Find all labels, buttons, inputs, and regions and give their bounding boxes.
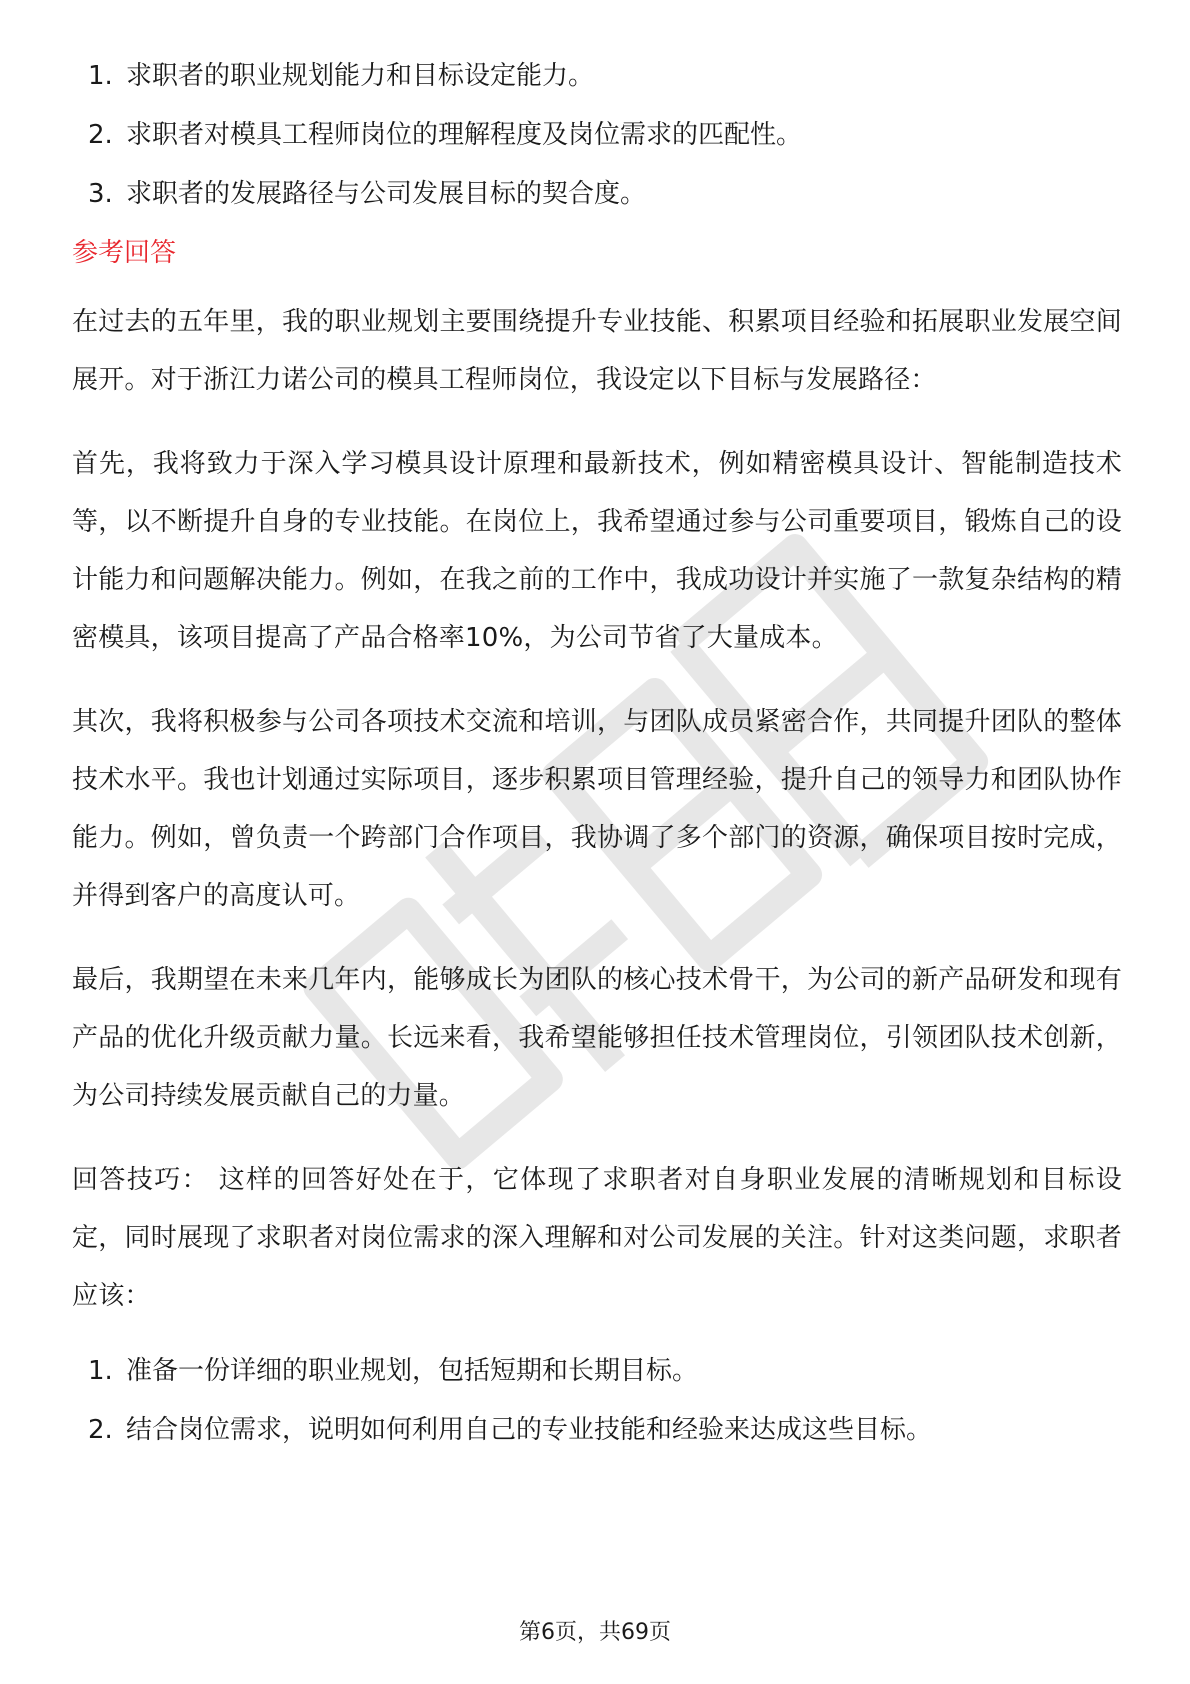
list-number: 2. [88, 1415, 113, 1445]
list-number: 3. [88, 179, 113, 209]
list-number: 1. [88, 1356, 113, 1386]
list-item [72, 115, 1122, 155]
list-text: 准备一份详细的职业规划，包括短期和长期目标。 [126, 1356, 699, 1386]
list-item [72, 1410, 1122, 1450]
paragraph-first: 首先，我将致力于深入学习模具设计原理和最新技术，例如精密模具设计、智能制造技术等，以不断提升自身的专业技能。在岗位上，我希望通过参与公司重要项目，锻炼自己的设计能力和问题解决能力。例如，在我之前的工作中，我成功设计并实施了一款复杂结构的精密模具，该项目提高了产品合格率10%，为公司节省了大量成本。 [72, 449, 1122, 653]
paragraph-second: 其次，我将积极参与公司各项技术交流和培训，与团队成员紧密合作，共同提升团队的整体技术水平。我也计划通过实际项目，逐步积累项目管理经验，提升自己的领导力和团队协作能力。例如，曾负责一个跨部门合作项目，我协调了多个部门的资源，确保项目按时完成，并得到客户的高度认可。 [72, 707, 1122, 911]
answer-heading: 参考回答 [72, 238, 177, 268]
list-item [72, 174, 1122, 214]
list-text: 结合岗位需求，说明如何利用自己的专业技能和经验来达成这些目标。 [126, 1415, 933, 1445]
list-number: 1. [88, 61, 113, 91]
paragraph-intro: 在过去的五年里，我的职业规划主要围绕提升专业技能、积累项目经验和拓展职业发展空间展开。对于浙江力诺公司的模具工程师岗位，我设定以下目标与发展路径： [72, 307, 1122, 395]
page-number-footer: 第6页，共69页 [519, 1620, 671, 1645]
list-text: 求职者对模具工程师岗位的理解程度及岗位需求的匹配性。 [126, 120, 803, 150]
list-text: 求职者的发展路径与公司发展目标的契合度。 [126, 179, 647, 209]
list-item [72, 56, 1122, 96]
page-content [72, 56, 1122, 1469]
list-text: 求职者的职业规划能力和目标设定能力。 [126, 61, 595, 91]
tips-list [72, 1351, 1122, 1450]
paragraph-last: 最后，我期望在未来几年内，能够成长为团队的核心技术骨干，为公司的新产品研发和现有产品的优化升级贡献力量。长远来看，我希望能够担任技术管理岗位，引领团队技术创新，为公司持续发展贡献自己的力量。 [72, 965, 1122, 1111]
paragraph-tips: 回答技巧： 这样的回答好处在于，它体现了求职者对自身职业发展的清晰规划和目标设定，同时展现了求职者对岗位需求的深入理解和对公司发展的关注。针对这类问题，求职者应该： [72, 1165, 1122, 1311]
evaluation-points-list [72, 56, 1122, 214]
list-item [72, 1351, 1122, 1391]
list-number: 2. [88, 120, 113, 150]
